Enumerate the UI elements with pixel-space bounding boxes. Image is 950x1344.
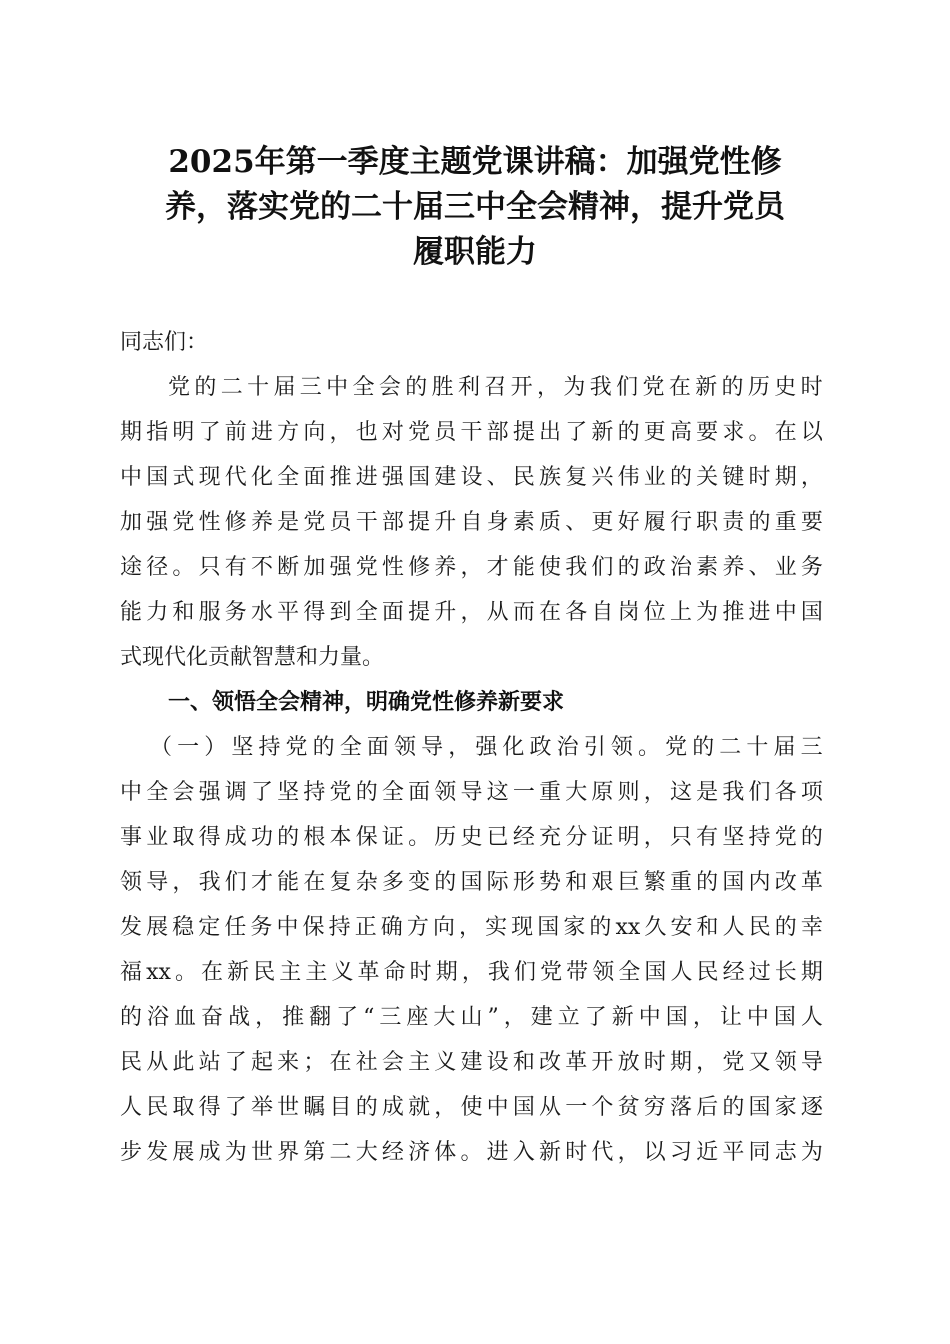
paragraph-line: 发 展 稳 定 任 务 中 保 持 正 确 方 向 ， 实 现 国 家 的 xx 久 安 和 人 民 的 幸 bbox=[120, 915, 823, 940]
paragraph-line: 党 的 二 十 届 三 中 全 会 的 胜 利 召 开 ， 为 我 们 党 在 新 的 历 史 时 bbox=[168, 375, 823, 400]
salutation-text: 同志们： bbox=[120, 330, 209, 355]
paragraph-line: 途 径 。 只 有 不 断 加 强 党 性 修 养 ， 才 能 使 我 们 的 政 治 素 养 、 业 务 bbox=[120, 555, 823, 580]
title-line: 履职能力 bbox=[413, 234, 537, 270]
paragraph-line: 事 业 取 得 成 功 的 根 本 保 证 。 历 史 已 经 充 分 证 明 ， 只 有 坚 持 党 的 bbox=[120, 825, 823, 850]
paragraph-line: 式现代化贡献智慧和力量。 bbox=[120, 645, 385, 670]
paragraph-line: 领 导 ， 我 们 才 能 在 复 杂 多 变 的 国 际 形 势 和 艰 巨 繁 重 的 国 内 改 革 bbox=[120, 870, 823, 895]
paragraph-line: 能 力 和 服 务 水 平 得 到 全 面 提 升 ， 从 而 在 各 自 岗 位 上 为 推 进 中 国 bbox=[120, 600, 823, 625]
paragraph-line: 期 指 明 了 前 进 方 向 ， 也 对 党 员 干 部 提 出 了 新 的 更 高 要 求 。 在 以 bbox=[120, 420, 823, 445]
paragraph-line: 的 浴 血 奋 战 ， 推 翻 了 “ 三 座 大 山 ” ， 建 立 了 新 中 国 ， 让 中 国 人 bbox=[120, 1005, 823, 1030]
section1-paragraph bbox=[120, 725, 823, 1175]
section-heading: 一、领悟全会精神，明确党性修养新要求 bbox=[168, 690, 565, 715]
paragraph-line: 中 全 会 强 调 了 坚 持 党 的 全 面 领 导 这 一 重 大 原 则 ， 这 是 我 们 各 项 bbox=[120, 780, 823, 805]
paragraph-line: 中 国 式 现 代 化 全 面 推 进 强 国 建 设 、 民 族 复 兴 伟 业 的 关 键 时 期 ， bbox=[120, 465, 823, 490]
title-line: 养，落实党的二十届三中全会精神，提升党员 bbox=[165, 189, 785, 225]
paragraph-line: （ 一 ） 坚 持 党 的 全 面 领 导 ， 强 化 政 治 引 领 。 党 的 二 十 届 三 bbox=[150, 735, 823, 760]
paragraph-line: 步 发 展 成 为 世 界 第 二 大 经 济 体 。 进 入 新 时 代 ， 以 习 近 平 同 志 为 bbox=[120, 1140, 823, 1165]
document-title bbox=[110, 140, 840, 275]
intro-paragraph bbox=[120, 365, 823, 680]
salutation bbox=[120, 320, 823, 365]
paragraph-line: 福 xx 。 在 新 民 主 主 义 革 命 时 期 ， 我 们 党 带 领 全 国 人 民 经 过 长 期 bbox=[120, 960, 823, 985]
paragraph-line: 加 强 党 性 修 养 是 党 员 干 部 提 升 自 身 素 质 、 更 好 履 行 职 责 的 重 要 bbox=[120, 510, 823, 535]
paragraph-line: 人 民 取 得 了 举 世 瞩 目 的 成 就 ， 使 中 国 从 一 个 贫 穷 落 后 的 国 家 逐 bbox=[120, 1095, 823, 1120]
title-line: 2025年第一季度主题党课讲稿：加强党性修 bbox=[168, 144, 782, 180]
paragraph-line: 民 从 此 站 了 起 来 ； 在 社 会 主 义 建 设 和 改 革 开 放 时 期 ， 党 又 领 导 bbox=[120, 1050, 823, 1075]
